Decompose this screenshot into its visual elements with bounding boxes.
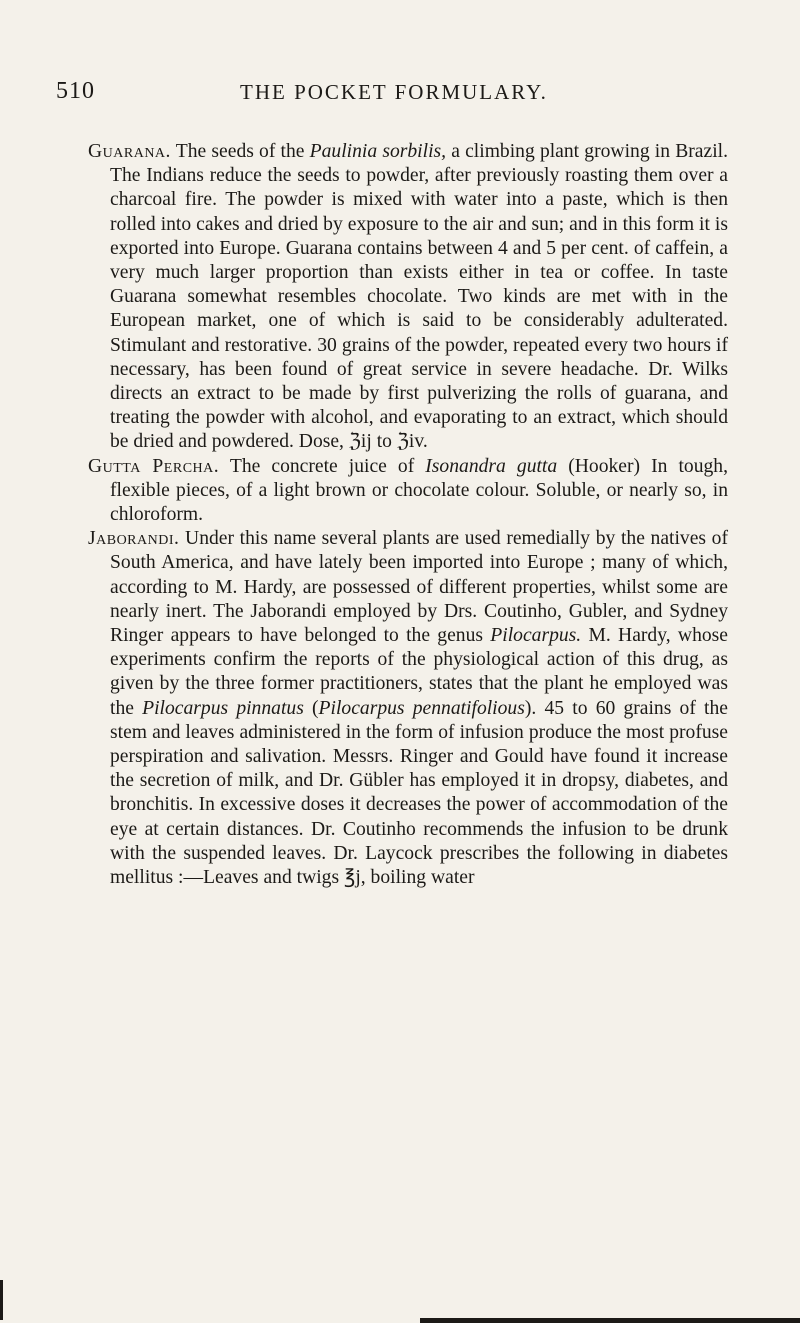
scientific-name: Pilocarpus pennatifolious xyxy=(318,697,525,719)
scientific-name: Paulinia sorbilis, xyxy=(309,141,447,162)
entry-text: a climbing plant growing in Brazil. The Indians reduce the seeds to powder, after previously roasting them over a charcoal fire. The powder is mixed with water into a paste, which is then rolled into cakes and dried by exposure to the air and sun; and in this form it is exported into Europe. Guarana contains between 4 and 5 per cent. of caffein, a very much larger proportion than exists either in tea or coffee. In taste Guarana somewhat resembles chocolate. Two kinds are met with in the European market, one of which is said to be considerably adulterated. Stimulant and restorative. 30 grains of the powder, repeated every two hours if necessary, has been found of great service in severe headache. Dr. Wilks directs an extract to be made by first pulverizing the rolls of guarana, and treating the powder with alcohol, and evaporating to an extract, which should be dried and powdered. Dose, ℨij to ℨiv. xyxy=(110,141,728,453)
page-edge-mark xyxy=(0,1280,3,1320)
bottom-rule xyxy=(420,1318,800,1323)
page-number: 510 xyxy=(56,78,95,104)
running-title: THE POCKET FORMULARY. xyxy=(240,80,548,104)
entry-jaborandi xyxy=(88,527,728,890)
entry-term: Gutta Percha. xyxy=(88,455,220,477)
scientific-name: Isonandra gutta xyxy=(425,455,558,477)
entry-text: ). 45 to 60 grains of the stem and leaves administered in the form of infusion produce the most profuse perspiration and salivation. Messrs. Ringer and Gould have found it increase the secretion of milk, and Dr. Gübler has employed it in dropsy, diabetes, and bronchitis. In excessive doses it decreases the power of accommodation of the eye at certain distances. Dr. Coutinho recommends the infusion to be drunk with the suspended leaves. Dr. Laycock prescribes the following in diabetes mellitus :—Leaves and twigs ℥j, boiling water xyxy=(110,697,728,889)
entry-term: Guarana. xyxy=(88,141,171,162)
entry-text: M. Hardy, whose experiments confirm the reports of the physiological action of this drug, as given by the three former practitioners, states that the plant he employed was the xyxy=(110,625,728,719)
entry-text: The concrete juice of xyxy=(219,455,426,477)
entry-guarana xyxy=(88,140,728,455)
scientific-name: Pilocarpus pinnatus xyxy=(142,697,304,719)
entry-text: ( xyxy=(303,697,319,719)
entry-term: Jaborandi. xyxy=(88,528,180,550)
entry-gutta-percha xyxy=(88,455,728,528)
scientific-name: Pilocarpus. xyxy=(490,625,582,647)
entry-text: (Hooker) In tough, flexible pieces, of a light brown or chocolate colour. Soluble, or nearly so, in chloroform. xyxy=(110,455,728,526)
entry-text: Under this name several plants are used remedially by the natives of South America, and have lately been imported into Europe ; many of which, according to M. Hardy, are possessed of different properties, whilst some are nearly inert. The Jaborandi employed by Drs. Coutinho, Gubler, and Sydney Ringer appears to have belonged to the genus xyxy=(110,528,728,647)
entry-text: The seeds of the xyxy=(170,141,310,162)
formulary-text xyxy=(88,140,728,890)
page-header xyxy=(56,78,776,114)
